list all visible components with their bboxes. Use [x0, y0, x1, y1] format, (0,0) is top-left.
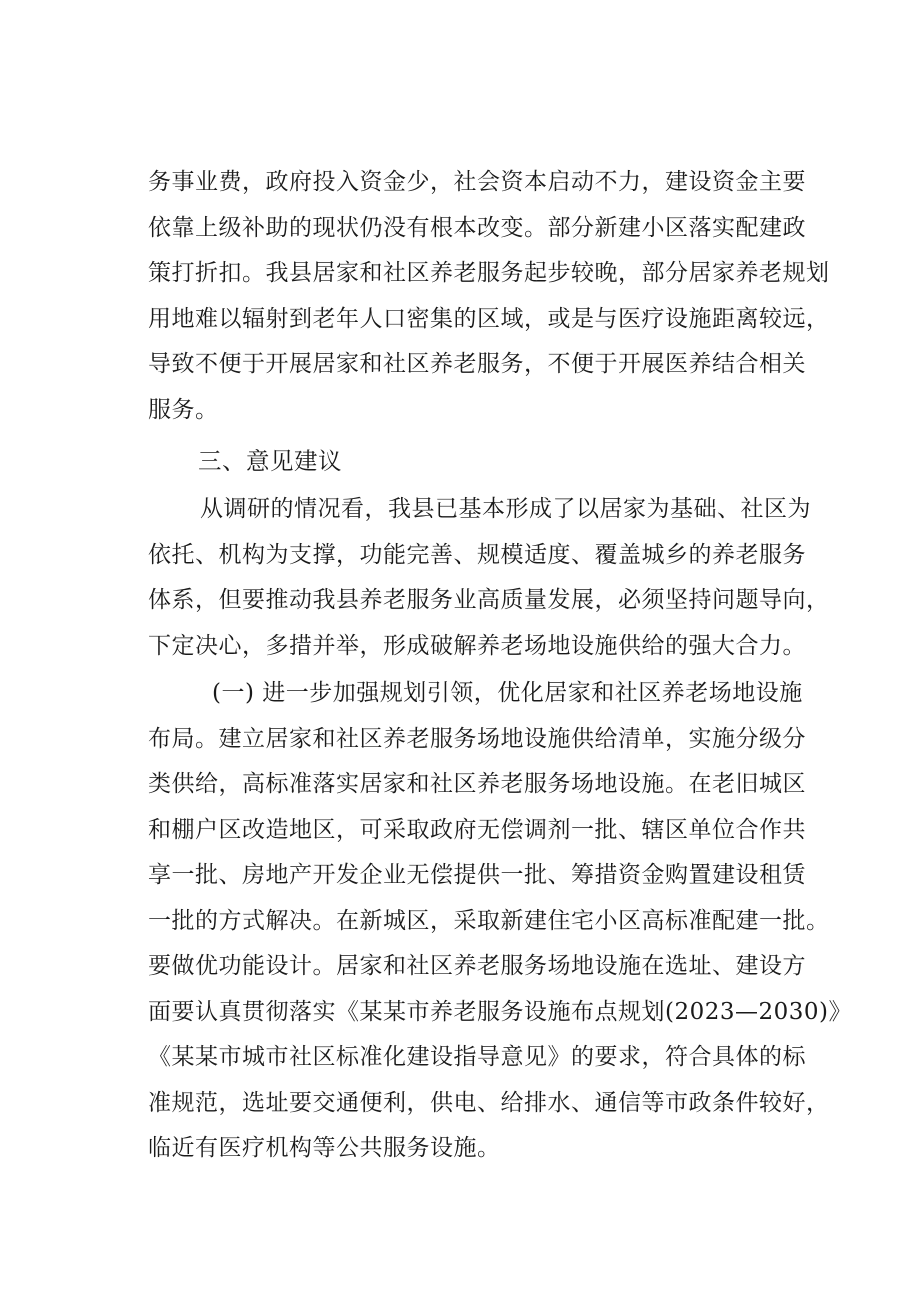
text-line: 服务。: [148, 396, 219, 423]
text-line: 用地难以辐射到老年人口密集的区域，或是与医疗设施距离较远，: [148, 305, 830, 332]
text-line: 准规范，选址要交通便利，供电、给排水、通信等市政条件较好，: [148, 1089, 830, 1116]
text-line: 体系，但要推动我县养老服务业高质量发展，必须坚持问题导向，: [148, 587, 830, 613]
text-line: 策打折扣。我县居家和社区养老服务起步较晚，部分居家养老规划: [148, 260, 830, 286]
text-line: 要做优功能设计。居家和社区养老服务场地设施在选址、建设方: [148, 953, 806, 979]
text-line: (一) 进一步加强规划引领，优化居家和社区养老场地设施: [212, 680, 803, 706]
text-line: 依靠上级补助的现状仍没有根本改变。部分新建小区落实配建政: [148, 214, 806, 241]
text-line: 一批的方式解决。在新城区，采取新建住宅小区高标准配建一批。: [148, 907, 830, 934]
text-line: 布局。建立居家和社区养老服务场地设施供给清单，实施分级分: [148, 725, 806, 752]
text-line: 依托、机构为支撑，功能完善、规模适度、覆盖城乡的养老服务: [148, 541, 806, 568]
text-line: 面要认真贯彻落实《某某市养老服务设施布点规划(2023—2030)》: [148, 998, 853, 1025]
paragraph-planning: [148, 671, 853, 1172]
section-heading: 三、意见建议: [198, 447, 342, 475]
text-line: 从调研的情况看，我县已基本形成了以居家为基础、社区为: [200, 496, 811, 522]
paragraph-overview: [148, 487, 830, 669]
paragraph-continuation: [148, 160, 830, 433]
text-line: 类供给，高标准落实居家和社区养老服务场地设施。在老旧城区: [148, 771, 806, 797]
text-line: 《某某市城市社区标准化建设指导意见》的要求，符合具体的标: [148, 1044, 806, 1070]
text-line: 务事业费，政府投入资金少，社会资本启动不力，建设资金主要: [148, 169, 806, 195]
text-line: 导致不便于开展居家和社区养老服务，不便于开展医养结合相关: [148, 351, 806, 377]
text-line: 下定决心，多措并举，形成破解养老场地设施供给的强大合力。: [148, 632, 806, 659]
text-line: 临近有医疗机构等公共服务设施。: [148, 1135, 501, 1161]
text-line: 享一批、房地产开发企业无偿提供一批、筹措资金购置建设租赁: [148, 862, 806, 888]
document-body: [148, 160, 853, 1172]
text-line: 和棚户区改造地区，可采取政府无偿调剂一批、辖区单位合作共: [148, 816, 806, 843]
